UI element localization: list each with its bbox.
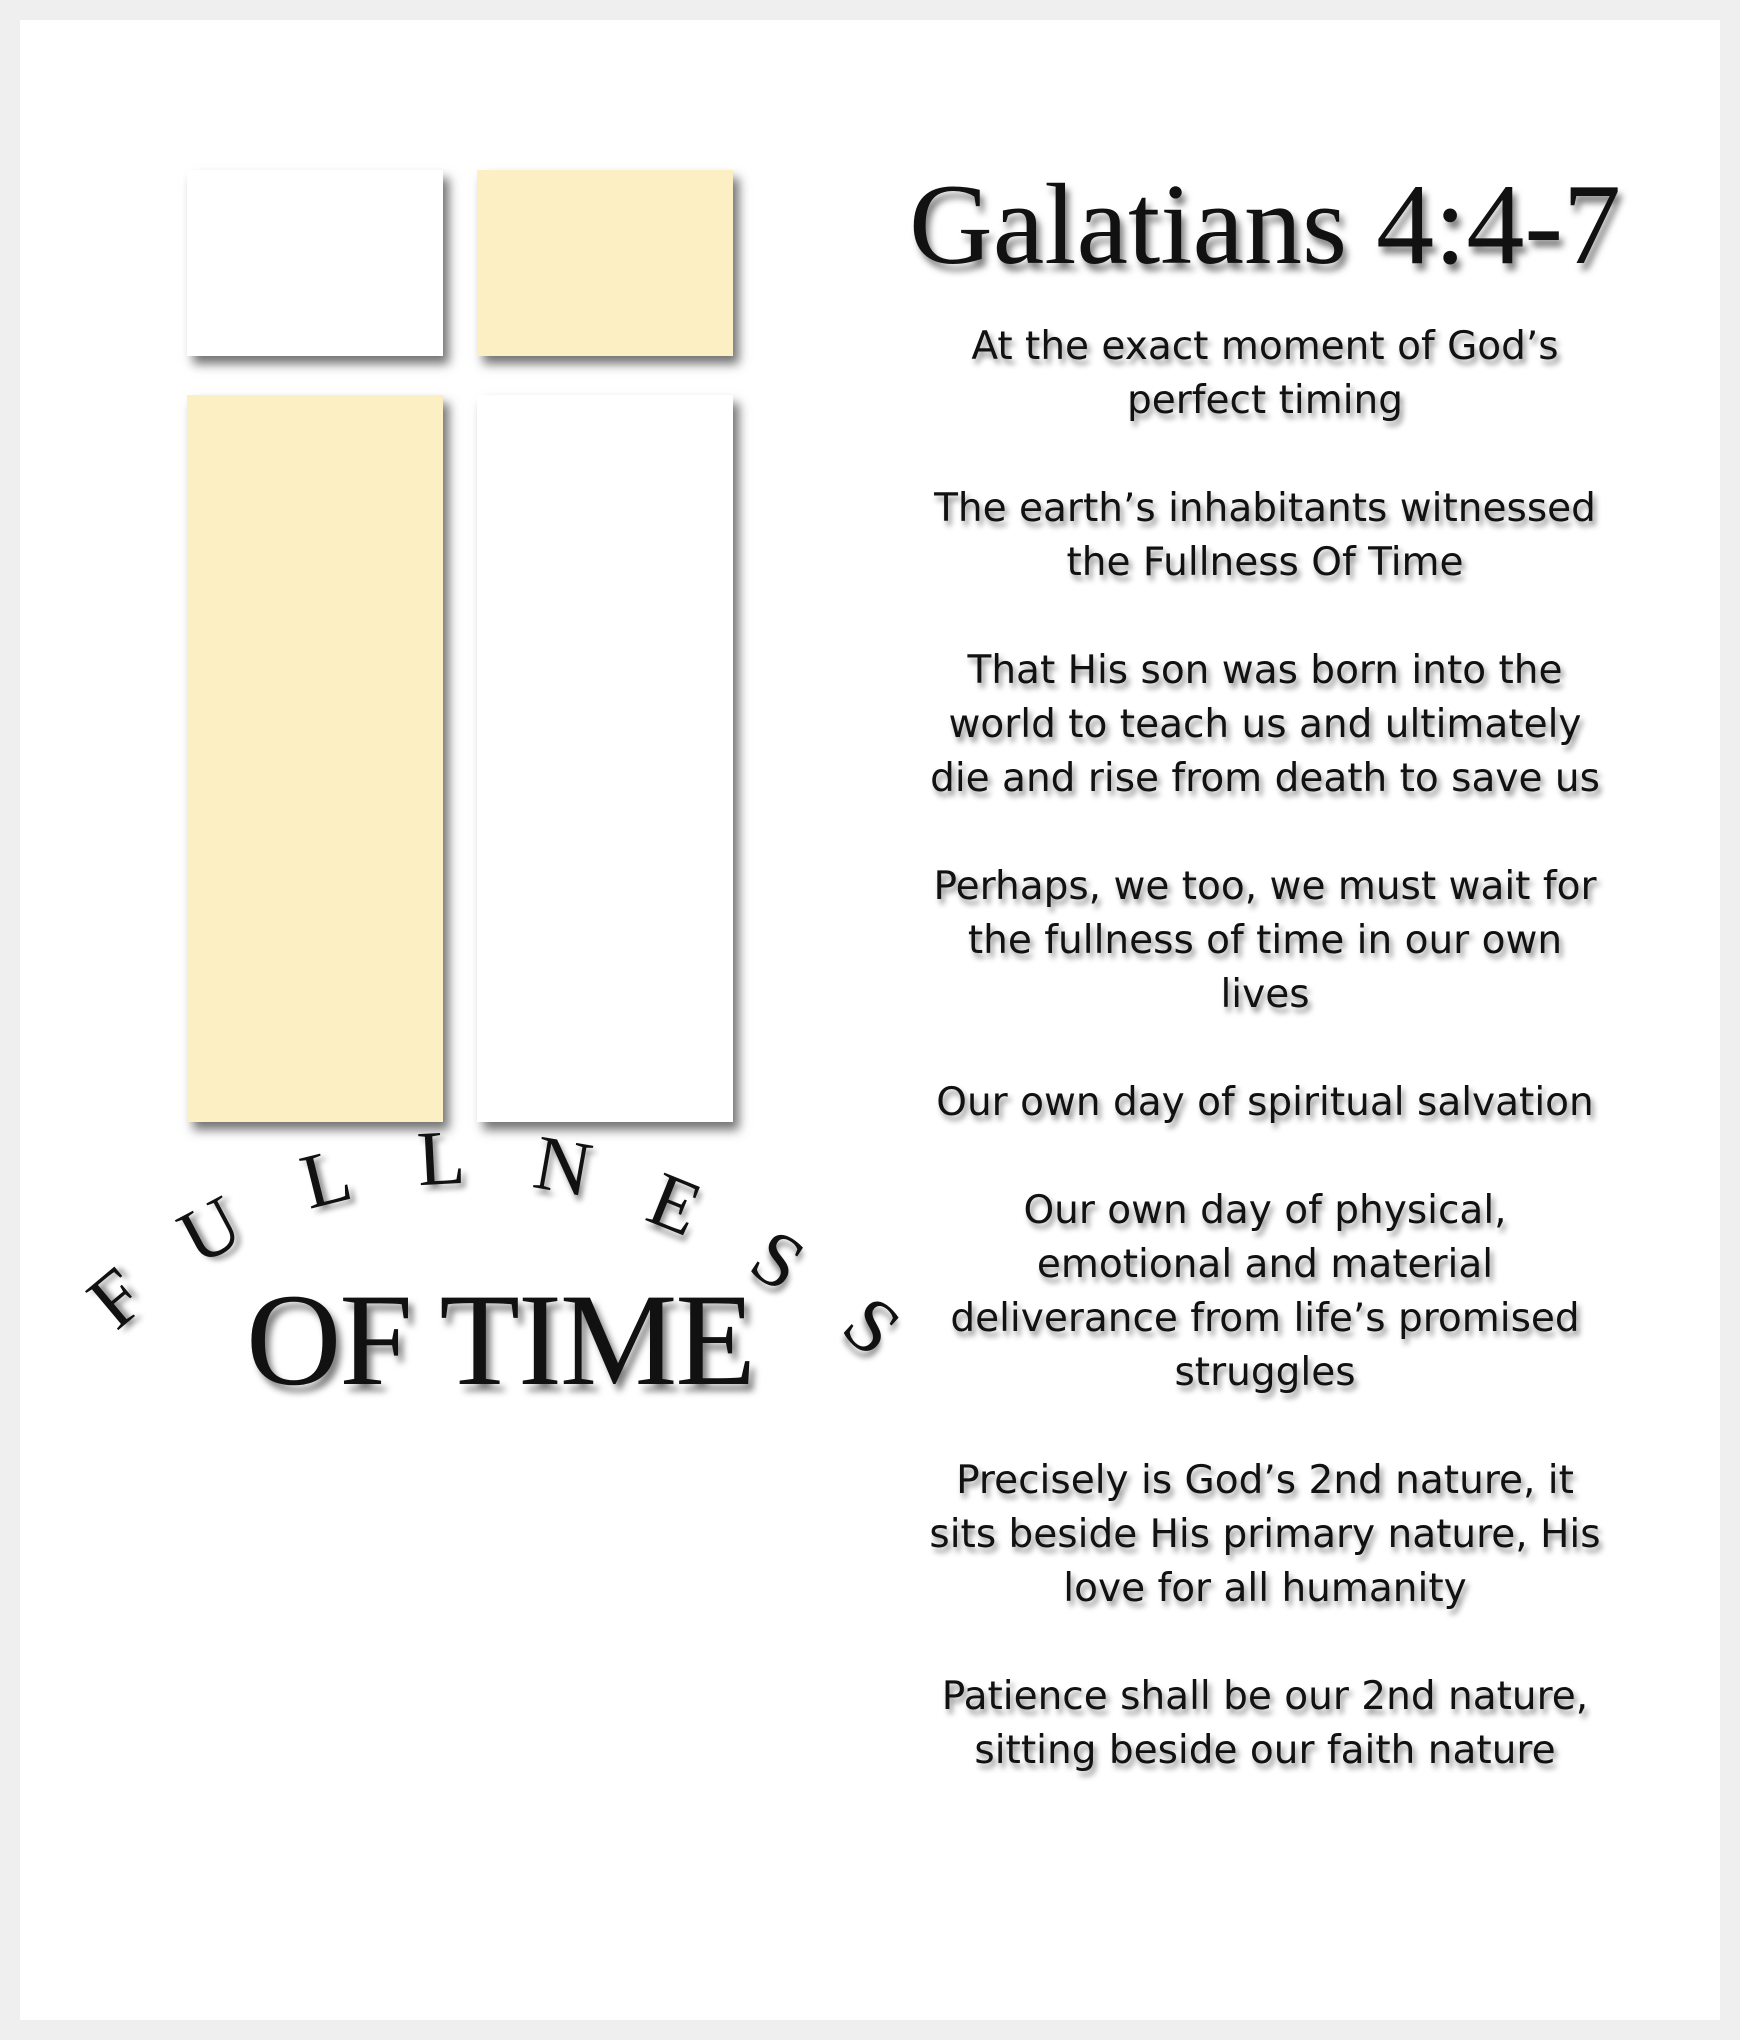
arc-letter-f: F bbox=[71, 1250, 161, 1345]
poem-text bbox=[920, 320, 1610, 1832]
arc-letter-n: N bbox=[527, 1117, 599, 1214]
stanza: Perhaps, we too, we must wait for the fullness of time in our own lives bbox=[933, 864, 1597, 1017]
stanza: Patience shall be our 2nd nature, sitting beside our faith nature bbox=[941, 1674, 1589, 1773]
stanza: At the exact moment of God’s perfect timing bbox=[971, 324, 1559, 423]
page-title: Galatians 4:4-7 bbox=[909, 161, 1621, 289]
stanza: The earth’s inhabitants witnessed the Fullness Of Time bbox=[934, 486, 1596, 585]
arc-letter-l1: L bbox=[292, 1129, 360, 1226]
bottom-left-block bbox=[187, 395, 443, 1122]
stanza: Our own day of spiritual salvation bbox=[936, 1080, 1594, 1125]
arc-letter-s1: S bbox=[736, 1211, 821, 1308]
arc-letter-u: U bbox=[164, 1177, 256, 1282]
stanza: Precisely is God’s 2nd nature, it sits beside His primary nature, His love for all humanity bbox=[929, 1458, 1601, 1611]
arc-letter-l2: L bbox=[414, 1112, 468, 1203]
bottom-right-block bbox=[477, 395, 733, 1122]
top-left-block bbox=[187, 170, 443, 356]
top-right-block bbox=[477, 170, 733, 356]
arc-letter-s2: S bbox=[827, 1278, 918, 1373]
of-time-text: OF TIME bbox=[246, 1266, 754, 1413]
stanza: Our own day of physical, emotional and material deliverance from life’s promised struggles bbox=[950, 1188, 1580, 1395]
stanza: That His son was born into the world to teach us and ultimately die and rise from death to save us bbox=[930, 648, 1600, 801]
arc-letter-e: E bbox=[636, 1154, 714, 1253]
page-card bbox=[20, 20, 1720, 2020]
